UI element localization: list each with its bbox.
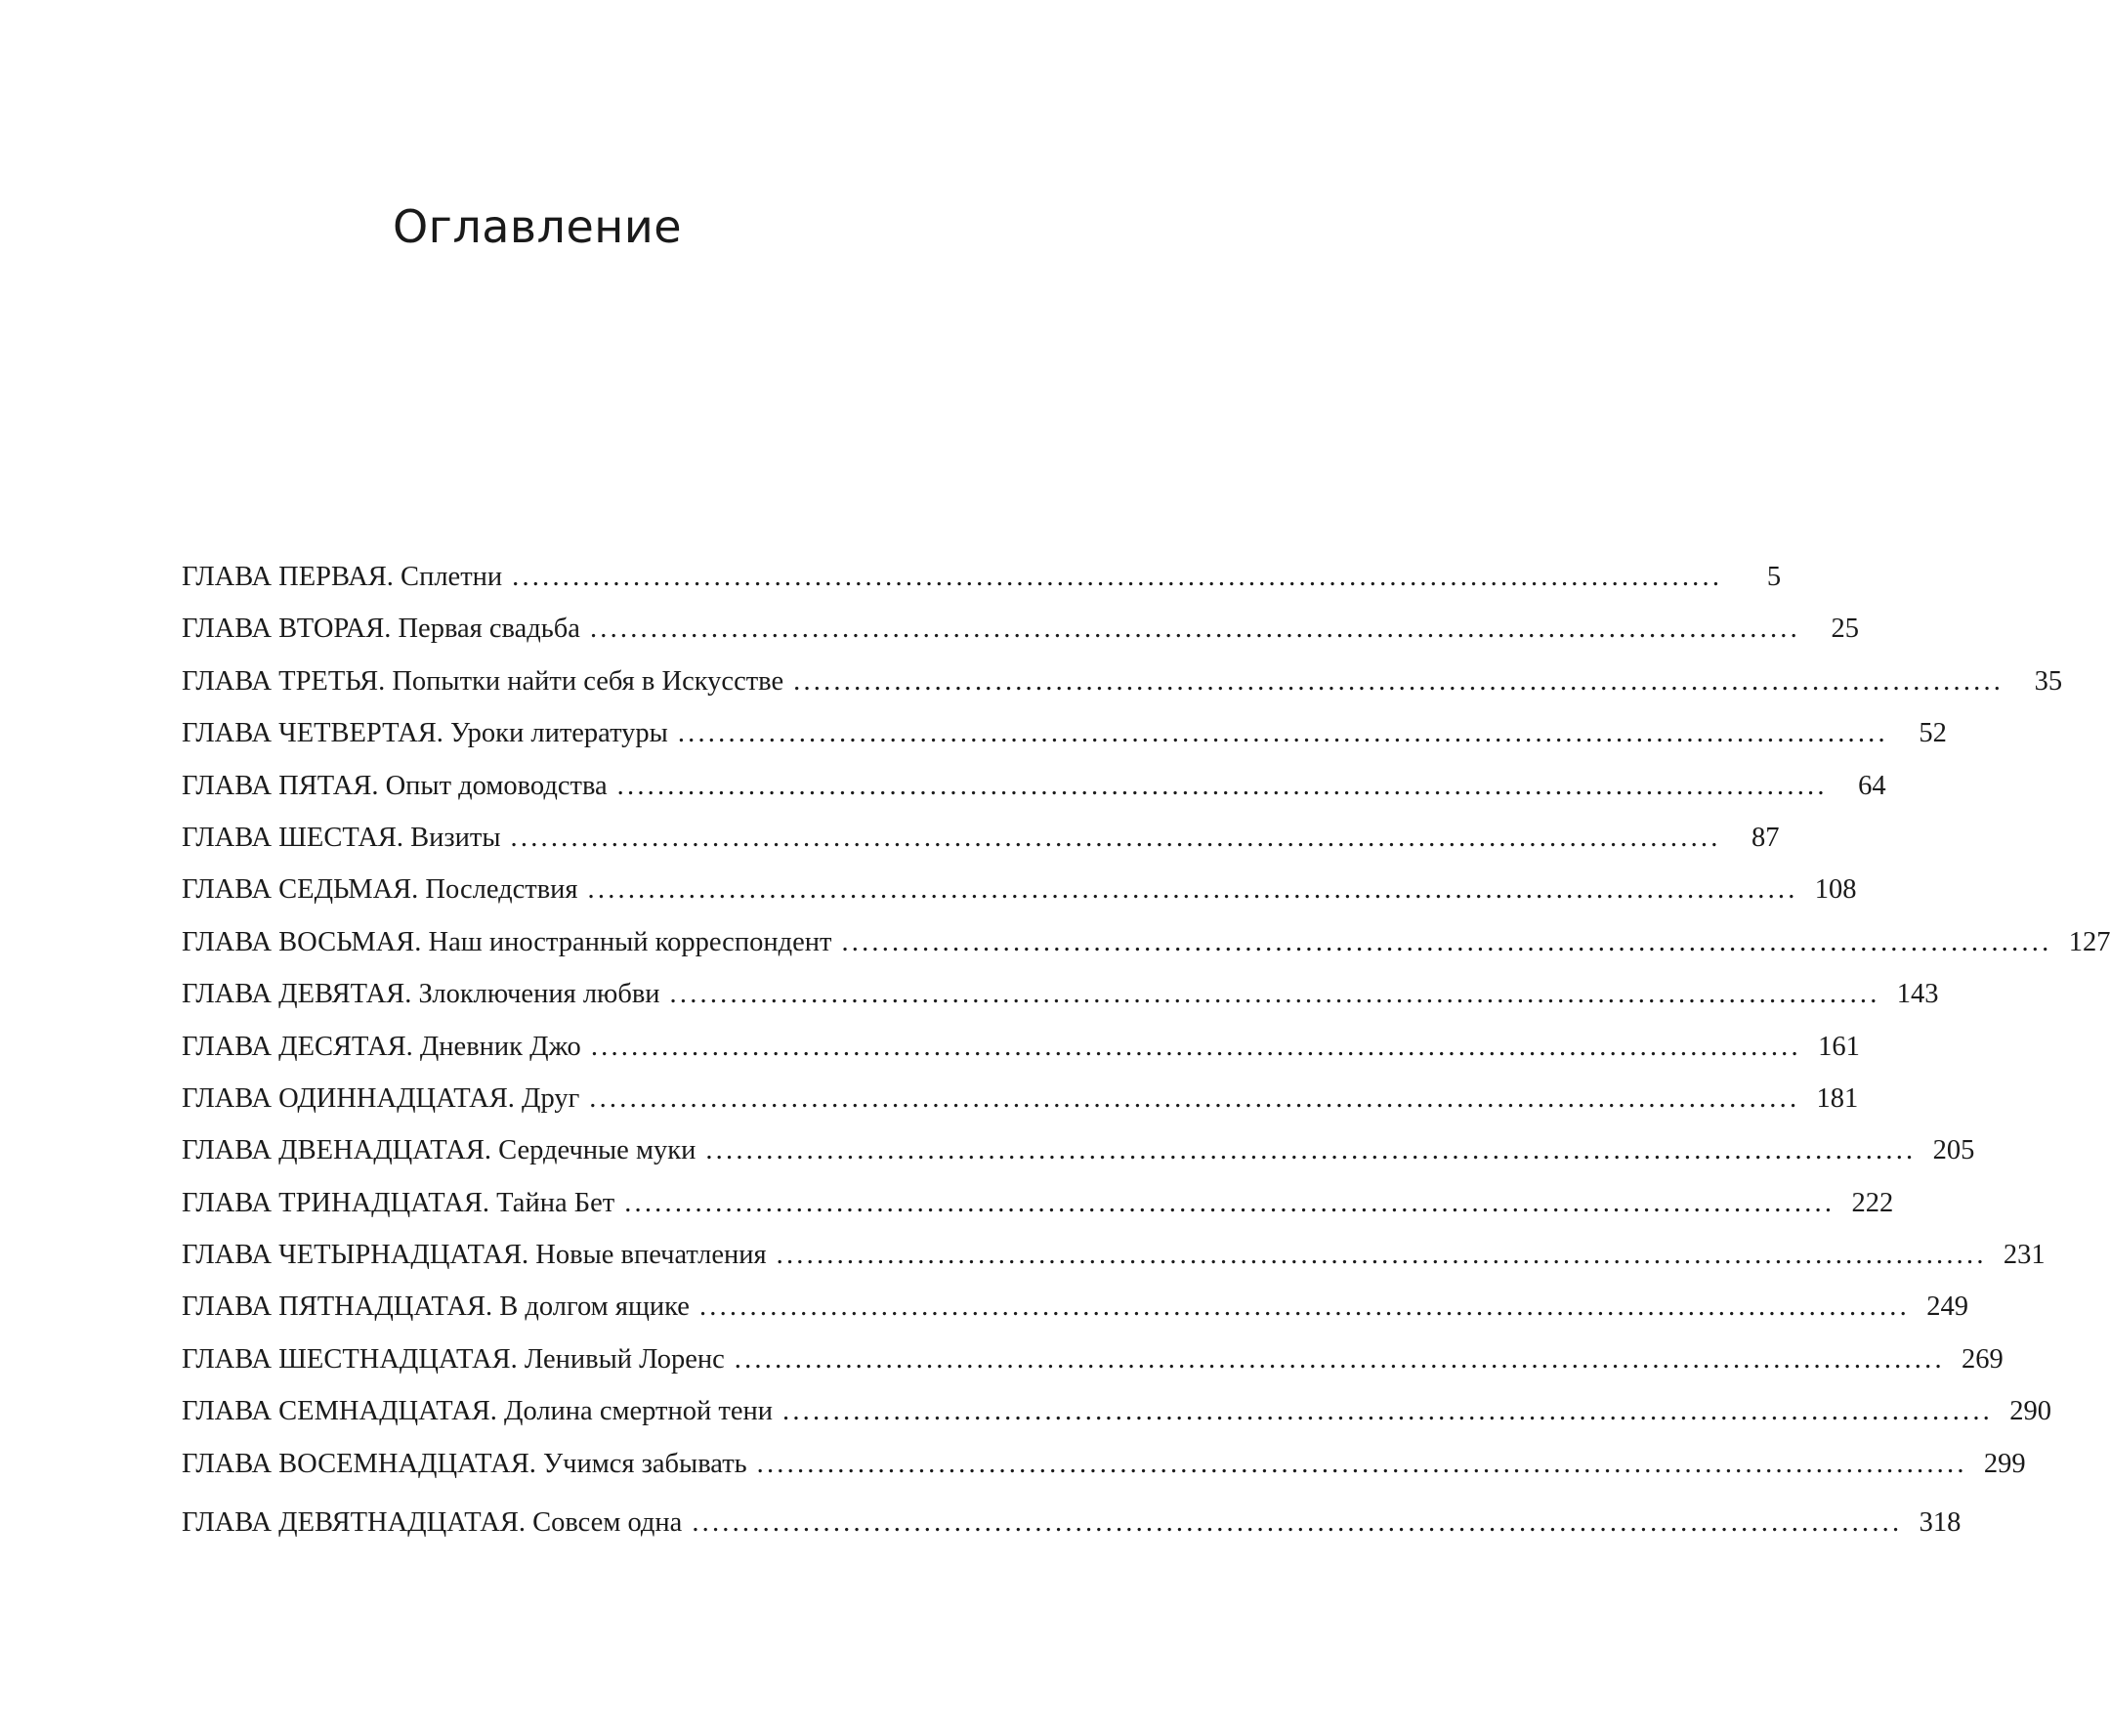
dot-leader: ........................................................................................................................ (677, 718, 1888, 749)
toc-entry[interactable] (182, 1187, 1894, 1240)
toc-entry-title: ГЛАВА ПЯТАЯ. Опыт домоводства (182, 770, 608, 801)
dot-leader: ........................................................................................................................ (782, 1396, 1993, 1427)
toc-entry-title: ГЛАВА ШЕСТАЯ. Визиты (182, 822, 501, 853)
toc-page-number: 143 (1896, 979, 1939, 1010)
dot-leader: ........................................................................................................................ (734, 1343, 1945, 1375)
dot-leader: ........................................................................................................................ (705, 1135, 1917, 1166)
toc-page-number: 222 (1851, 1187, 1894, 1218)
dot-leader: ........................................................................................................................ (512, 562, 1723, 592)
toc-entry-title: ГЛАВА ДЕВЯТНАДЦАТАЯ. Совсем одна (182, 1507, 683, 1539)
toc-page-number: 64 (1858, 770, 1886, 801)
page-title: Оглавление (392, 200, 683, 253)
dot-leader: ........................................................................................................................ (616, 770, 1828, 801)
toc-entry[interactable] (182, 1448, 2026, 1501)
toc-page-number: 35 (2034, 665, 2063, 697)
toc-entry[interactable] (182, 1343, 2004, 1396)
toc-page-number: 318 (1919, 1507, 1962, 1539)
dot-leader: ........................................................................................................................ (589, 1082, 1800, 1114)
toc-entry[interactable] (182, 1291, 1968, 1343)
toc-entry-title: ГЛАВА ЧЕТЫРНАДЦАТАЯ. Новые впечатления (182, 1240, 767, 1271)
toc-entry[interactable] (182, 1082, 1859, 1135)
toc-entry-title: ГЛАВА ПЕРВАЯ. Сплетни (182, 562, 503, 592)
dot-leader: ........................................................................................................................ (510, 822, 1721, 853)
toc-entry-title: ГЛАВА ШЕСТНАДЦАТАЯ. Ленивый Лоренс (182, 1343, 725, 1375)
toc-entry-title: ГЛАВА ЧЕТВЕРТАЯ. Уроки литературы (182, 718, 668, 749)
toc-entry[interactable] (182, 562, 1782, 614)
toc-page-number: 249 (1926, 1291, 1968, 1323)
dot-leader: ........................................................................................................................ (841, 926, 2052, 957)
toc-entry-title: ГЛАВА ДВЕНАДЦАТАЯ. Сердечные муки (182, 1135, 696, 1166)
toc-entry-title: ГЛАВА ВОСЕМНАДЦАТАЯ. Учимся забывать (182, 1448, 747, 1479)
toc-page-number: 231 (2003, 1240, 2046, 1271)
toc-entry-title: ГЛАВА ВОСЬМАЯ. Наш иностранный корреспондент (182, 926, 832, 957)
toc-entry-title: ГЛАВА ПЯТНАДЦАТАЯ. В долгом ящике (182, 1291, 690, 1323)
toc-entry[interactable] (182, 1031, 1860, 1083)
toc-page-number: 5 (1766, 562, 1782, 592)
toc-page-number: 290 (2009, 1396, 2051, 1427)
dot-leader: ........................................................................................................................ (793, 665, 2004, 697)
dot-leader: ........................................................................................................................ (698, 1291, 1910, 1323)
toc-entry-title: ГЛАВА ДЕВЯТАЯ. Злоключения любви (182, 979, 660, 1010)
dot-leader: ........................................................................................................................ (692, 1507, 1903, 1539)
toc-entry[interactable] (182, 822, 1780, 874)
toc-entry[interactable] (182, 614, 1859, 665)
dot-leader: ........................................................................................................................ (776, 1240, 1987, 1271)
toc-page-number: 269 (1962, 1343, 2004, 1375)
toc-page-number: 25 (1831, 614, 1859, 645)
toc-page-number: 87 (1751, 822, 1780, 853)
toc-entry[interactable] (182, 874, 1857, 926)
toc-entry-title: ГЛАВА ТРЕТЬЯ. Попытки найти себя в Искусстве (182, 665, 784, 697)
dot-leader: ........................................................................................................................ (756, 1448, 1967, 1479)
toc-entry-title: ГЛАВА СЕДЬМАЯ. Последствия (182, 874, 578, 906)
toc-page-number: 205 (1932, 1135, 1975, 1166)
toc-entry[interactable] (182, 1240, 2046, 1291)
toc-entry[interactable] (182, 1135, 1975, 1187)
toc-entry[interactable] (182, 926, 2110, 979)
toc-entry-title: ГЛАВА СЕМНАДЦАТАЯ. Долина смертной тени (182, 1396, 773, 1427)
toc-entry[interactable] (182, 1396, 2051, 1448)
toc-entry[interactable] (182, 979, 1939, 1031)
toc-page-number: 299 (1983, 1448, 2026, 1479)
toc-entry[interactable] (182, 665, 2063, 718)
toc-page-number: 52 (1919, 718, 1947, 749)
toc-page-number: 181 (1816, 1082, 1859, 1114)
toc-entry-title: ГЛАВА ОДИННАДЦАТАЯ. Друг (182, 1082, 580, 1114)
toc-entry[interactable] (182, 718, 1947, 770)
toc-page-number: 161 (1818, 1031, 1860, 1062)
toc-entry[interactable] (182, 1507, 1962, 1559)
toc-entry-title: ГЛАВА ТРИНАДЦАТАЯ. Тайна Бет (182, 1187, 615, 1218)
dot-leader: ........................................................................................................................ (669, 979, 1880, 1010)
dot-leader: ........................................................................................................................ (624, 1187, 1836, 1218)
toc-entry[interactable] (182, 770, 1886, 823)
dot-leader: ........................................................................................................................ (590, 1031, 1801, 1062)
dot-leader: ........................................................................................................................ (589, 614, 1800, 645)
toc-entry-title: ГЛАВА ДЕСЯТАЯ. Дневник Джо (182, 1031, 581, 1062)
toc-page-number: 127 (2068, 926, 2110, 957)
dot-leader: ........................................................................................................................ (587, 874, 1798, 906)
toc-entry-title: ГЛАВА ВТОРАЯ. Первая свадьба (182, 614, 580, 645)
table-of-contents (182, 562, 2110, 1559)
toc-page-number: 108 (1814, 874, 1857, 906)
